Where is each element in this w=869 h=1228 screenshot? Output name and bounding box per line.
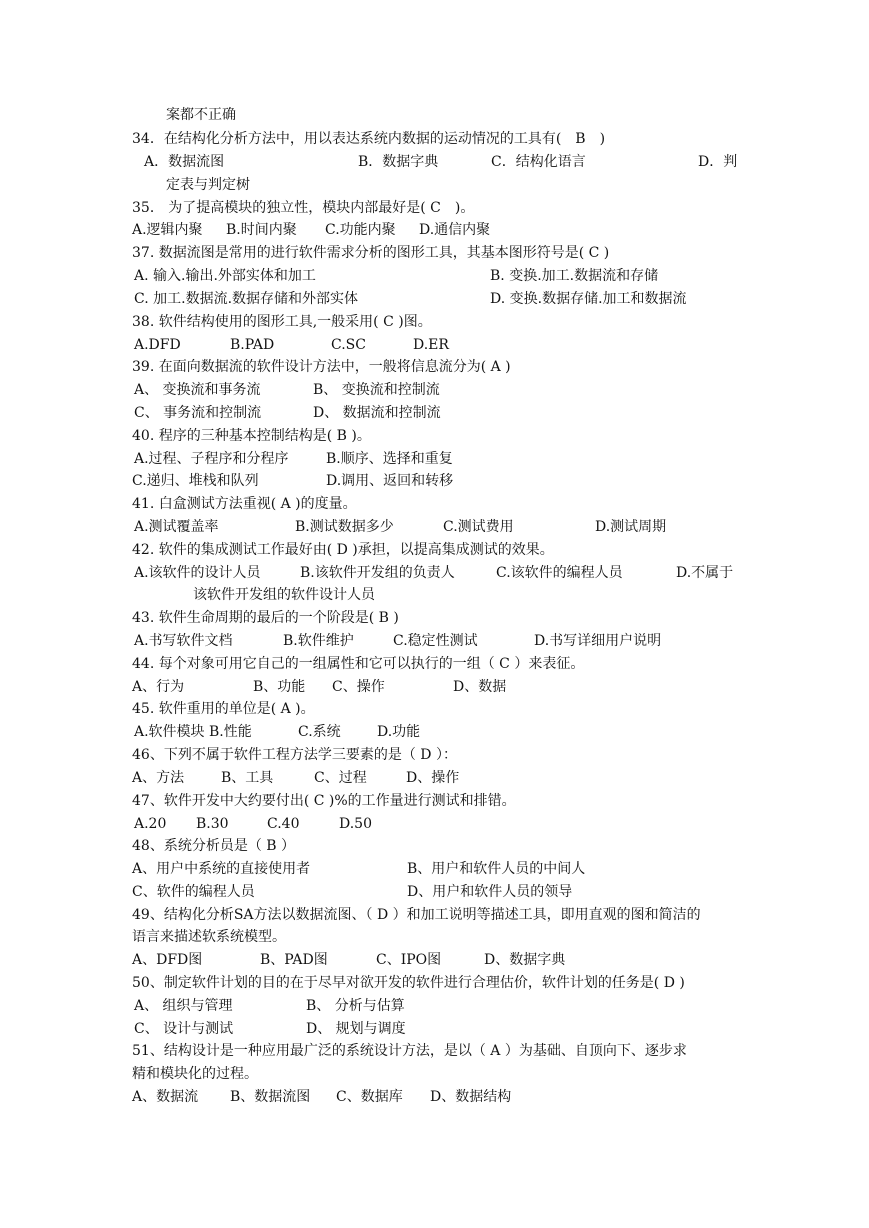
option-b: B.测试数据多少 [295, 519, 394, 535]
question-47: 47、软件开发中大约要付出( C )%的工作量进行测试和排错。 [132, 793, 516, 809]
option-c: C.功能内聚 [325, 222, 396, 238]
question-39: 39. 在面向数据流的软件设计方法中，一般将信息流分为( A ) [132, 359, 511, 375]
option-c: C.系统 [298, 724, 341, 740]
option-b: B.PAD [230, 337, 275, 353]
option-b: B、PAD图 [260, 952, 328, 968]
option-a: A、 组织与管理 [134, 998, 233, 1014]
option-c: C.测试费用 [443, 519, 514, 535]
option-b: B.软件维护 [283, 633, 354, 649]
question-43: 43. 软件生命周期的最后的一个阶段是( B ) [132, 610, 399, 626]
question-35: 35． 为了提高模块的独立性，模块内部最好是( C )。 [132, 200, 475, 216]
option-d: D.书写详细用户说明 [534, 633, 662, 649]
option-b: B、 分析与估算 [306, 998, 405, 1014]
option-c: C、IPO图 [376, 952, 442, 968]
option-d: D、数据结构 [430, 1089, 512, 1105]
option-a: A．数据流图 [144, 154, 225, 170]
question-48: 48、系统分析员是（ B ） [132, 838, 296, 854]
option-a: A. 输入.输出.外部实体和加工 [134, 268, 316, 284]
question-42: 42. 软件的集成测试工作最好由( D )承担，以提高集成测试的效果。 [132, 542, 554, 558]
question-51: 51、结构设计是一种应用最广泛的系统设计方法，是以（ A ）为基础、自顶向下、逐步求 [132, 1043, 687, 1059]
text-line: 精和模块化的过程。 [132, 1066, 258, 1082]
option-c: C.该软件的编程人员 [496, 565, 623, 581]
option-b: B、 变换流和控制流 [313, 382, 440, 398]
option-b: B、用户和软件人员的中间人 [407, 861, 586, 877]
text-line: 定表与判定树 [166, 177, 250, 193]
option-b: B. 变换.加工.数据流和存储 [490, 268, 659, 284]
text-line: 语言来描述软系统模型。 [132, 929, 286, 945]
option-b: B、数据流图 [230, 1089, 311, 1105]
question-44: 44. 每个对象可用它自己的一组属性和它可以执行的一组（ C ）来表征。 [132, 656, 585, 672]
option-d: D.不属于 [676, 565, 734, 581]
option-d: D、用户和软件人员的领导 [407, 884, 573, 900]
option-d: D、 数据流和控制流 [313, 405, 441, 421]
option-c: C.SC [331, 337, 366, 353]
option-c: C.40 [267, 816, 300, 832]
option-d: D、 规划与调度 [306, 1021, 406, 1037]
question-41: 41. 白盒测试方法重视( A )的度量。 [132, 496, 357, 512]
option-a: A.逻辑内聚 [132, 222, 203, 238]
option-c: C、操作 [332, 679, 385, 695]
option-c: C、数据库 [336, 1089, 403, 1105]
option-a: A.该软件的设计人员 [134, 565, 261, 581]
option-a: A.DFD [134, 337, 181, 353]
question-38: 38. 软件结构使用的图形工具,一般采用( C )图。 [132, 314, 432, 330]
option-b: B.30 [196, 816, 229, 832]
question-46: 46、下列不属于软件工程方法学三要素的是（ D ）： [132, 747, 457, 763]
option-b: B.时间内聚 [226, 222, 297, 238]
option-d: D.测试周期 [595, 519, 667, 535]
option-c: C.递归、堆栈和队列 [132, 473, 259, 489]
option-d: D.通信内聚 [419, 222, 491, 238]
option-a: A、DFD图 [132, 952, 203, 968]
question-37: 37. 数据流图是常用的进行软件需求分析的图形工具，其基本图形符号是( C ) [132, 245, 610, 261]
option-c: C、 设计与测试 [134, 1021, 234, 1037]
option-c: C．结构化语言 [491, 154, 586, 170]
option-d: D.50 [339, 816, 372, 832]
option-d: D、数据字典 [484, 952, 566, 968]
question-40: 40. 程序的三种基本控制结构是( B )。 [132, 428, 371, 444]
option-a: A、 变换流和事务流 [134, 382, 261, 398]
question-49: 49、结构化分析SA方法以数据流图、（ D ）和加工说明等描述工具，即用直观的图和简洁的 [132, 907, 701, 923]
option-a: A.测试覆盖率 [134, 519, 219, 535]
question-50: 50、制定软件计划的目的在于尽早对欲开发的软件进行合理估价，软件计划的任务是( D ) [132, 975, 685, 991]
question-45: 45. 软件重用的单位是( A )。 [132, 701, 315, 717]
question-34: 34．在结构化分析方法中，用以表达系统内数据的运动情况的工具有( B ) [132, 131, 606, 147]
option-c: C、过程 [314, 770, 367, 786]
option-d: D.ER [413, 337, 449, 353]
option-c: C.稳定性测试 [393, 633, 478, 649]
option-b: B.顺序、选择和重复 [326, 451, 453, 467]
option-a: A.过程、子程序和分程序 [134, 451, 289, 467]
option-d: D、操作 [406, 770, 460, 786]
option-b: B．数据字典 [358, 154, 439, 170]
option-a: A、用户中系统的直接使用者 [132, 861, 311, 877]
option-c: C. 加工.数据流.数据存储和外部实体 [134, 291, 359, 307]
text-line: 该软件开发组的软件设计人员 [193, 587, 375, 603]
option-a: A、行为 [132, 679, 185, 695]
option-a: A、方法 [132, 770, 185, 786]
option-d: D．判 [698, 154, 738, 170]
option-d: D.调用、返回和转移 [326, 473, 454, 489]
option-c: C、软件的编程人员 [132, 884, 255, 900]
option-a: A.软件模块 B.性能 [134, 724, 252, 740]
option-a: A.20 [134, 816, 167, 832]
option-b: B、工具 [221, 770, 274, 786]
option-d: D. 变换.数据存储.加工和数据流 [490, 291, 687, 307]
option-d: D、数据 [453, 679, 507, 695]
option-c: C、 事务流和控制流 [134, 405, 262, 421]
option-b: B、功能 [253, 679, 306, 695]
option-a: A、数据流 [132, 1089, 199, 1105]
option-d: D.功能 [377, 724, 421, 740]
option-a: A.书写软件文档 [134, 633, 233, 649]
option-b: B.该软件开发组的负责人 [300, 565, 455, 581]
text-line: 案都不正确 [166, 107, 236, 123]
